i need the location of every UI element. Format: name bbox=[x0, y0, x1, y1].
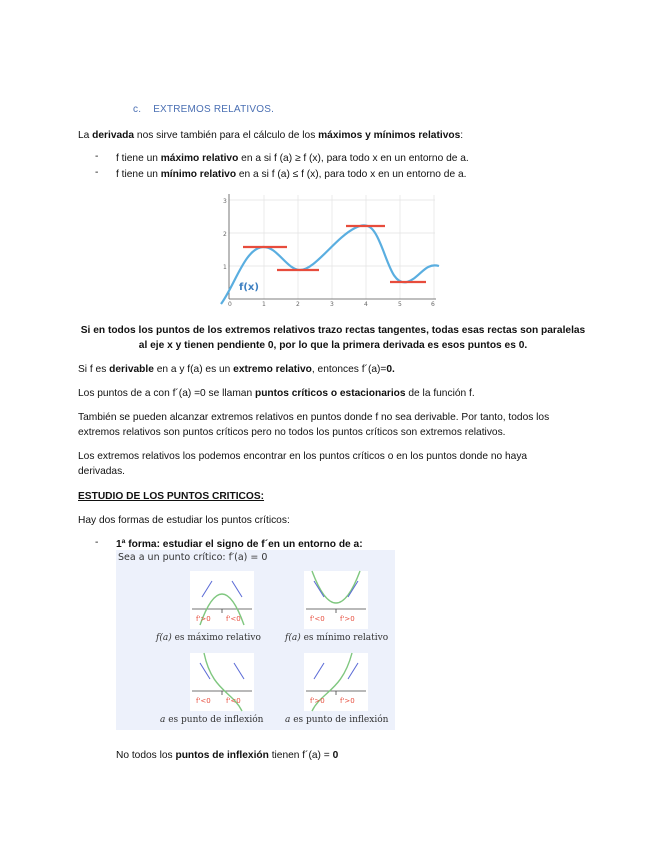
bullet-dash: - bbox=[95, 167, 99, 178]
function-graph bbox=[215, 190, 440, 310]
panel-inflection-increasing bbox=[304, 653, 368, 711]
paragraph-line: derivadas. bbox=[78, 466, 126, 477]
panel-maximum bbox=[190, 571, 254, 629]
nonderivable-paragraph bbox=[78, 410, 588, 440]
study-heading: ESTUDIO DE LOS PUNTOS CRITICOS: bbox=[78, 491, 265, 502]
x-tick-label: 5 bbox=[398, 301, 402, 308]
figure-header: Sea a un punto crítico: f′(a) = 0 bbox=[118, 552, 268, 563]
intro-text-mid: nos sirve también para el cálculo de los bbox=[134, 130, 319, 141]
x-tick-label: 2 bbox=[296, 301, 300, 308]
bullet-bold: mínimo relativo bbox=[160, 169, 237, 180]
y-tick-label: 2 bbox=[223, 231, 227, 238]
panel-inflection-decreasing bbox=[190, 653, 254, 711]
intro-bold-derivada: derivada bbox=[92, 130, 135, 141]
derivable-text: en a y f(a) es un bbox=[153, 364, 234, 375]
caption-fn: f(a) bbox=[285, 633, 301, 643]
bullet-text: en a si f (a) ≤ f (x), para todo x en un entorno de a. bbox=[236, 169, 467, 180]
tangent-note bbox=[78, 323, 588, 353]
note-text: No todos los bbox=[116, 750, 176, 761]
first-way-item: 1ª forma: estudiar el signo de f´en un entorno de a: bbox=[116, 539, 363, 550]
caption-fn: f(a) bbox=[156, 633, 172, 643]
x-tick-label: 0 bbox=[228, 301, 232, 308]
intro-bold-maximos: máximos y mínimos relativos bbox=[318, 130, 461, 141]
derivable-text: , entonces f´(a)= bbox=[311, 364, 387, 375]
caption-maximum bbox=[156, 633, 261, 643]
critical-text: Los puntos de a con f´(a) =0 se llaman bbox=[78, 388, 255, 399]
derivable-bold: 0. bbox=[386, 364, 395, 375]
x-tick-label: 3 bbox=[330, 301, 334, 308]
x-tick-label: 4 bbox=[364, 301, 368, 308]
y-tick-label: 3 bbox=[223, 198, 227, 205]
caption-minimum bbox=[285, 633, 388, 643]
inflection-note bbox=[116, 748, 338, 763]
derivable-text: Si f es bbox=[78, 364, 110, 375]
intro-text-end: : bbox=[460, 130, 464, 141]
paragraph-line: extremos relativos son puntos críticos pero no todos los puntos críticos son extremos relativos. bbox=[78, 427, 506, 438]
caption-text: es máximo relativo bbox=[171, 633, 261, 643]
bullet-text: f tiene un bbox=[116, 153, 161, 164]
tangent-note-line: Si en todos los puntos de los extremos relativos trazo rectas tangentes, todas esas rectas son paralelas bbox=[80, 325, 586, 336]
panel-minimum bbox=[304, 571, 368, 629]
caption-text: es punto de inflexión bbox=[290, 715, 389, 725]
caption-text: es mínimo relativo bbox=[300, 633, 389, 643]
caption-fn: a bbox=[160, 715, 166, 725]
bullet-text: en a si f (a) ≥ f (x), para todo x en un entorno de a. bbox=[238, 153, 469, 164]
sign-label: f'<0 bbox=[226, 697, 241, 705]
derivable-bold: derivable bbox=[109, 364, 154, 375]
bullet-minimo bbox=[116, 167, 466, 182]
y-tick-label: 1 bbox=[223, 264, 227, 271]
sign-label: f'<0 bbox=[226, 615, 241, 623]
caption-inflection-2 bbox=[285, 715, 388, 725]
critical-points-diagram bbox=[116, 565, 395, 730]
critical-bold: puntos críticos o estacionarios bbox=[254, 388, 406, 399]
section-heading bbox=[133, 104, 274, 115]
note-text: tienen f´(a) = bbox=[268, 750, 333, 761]
bullet-dash: - bbox=[95, 537, 99, 548]
sign-label: f'<0 bbox=[310, 615, 325, 623]
bullet-bold: máximo relativo bbox=[160, 153, 239, 164]
derivable-bold: extremo relativo bbox=[233, 364, 312, 375]
note-bold: puntos de inflexión bbox=[175, 750, 269, 761]
intro-paragraph bbox=[78, 128, 588, 143]
caption-inflection-1 bbox=[160, 715, 263, 725]
critical-paragraph bbox=[78, 386, 588, 401]
paragraph-line: Los extremos relativos los podemos encontrar en los puntos críticos o en los puntos donde no haya bbox=[78, 451, 528, 462]
sign-label: f'>0 bbox=[310, 697, 325, 705]
critical-text: de la función f. bbox=[405, 388, 475, 399]
caption-text: es punto de inflexión bbox=[165, 715, 264, 725]
bullet-dash: - bbox=[95, 151, 99, 162]
x-tick-label: 1 bbox=[262, 301, 266, 308]
sign-label: f'>0 bbox=[340, 697, 355, 705]
find-paragraph bbox=[78, 449, 588, 479]
section-number: c. bbox=[133, 104, 142, 115]
section-title: EXTREMOS RELATIVOS. bbox=[153, 104, 275, 115]
bullet-maximo bbox=[116, 151, 469, 166]
two-ways-paragraph: Hay dos formas de estudiar los puntos críticos: bbox=[78, 515, 290, 526]
sign-label: f'<0 bbox=[196, 697, 211, 705]
curve-label: f(x) bbox=[239, 282, 259, 293]
bullet-text: f tiene un bbox=[116, 169, 161, 180]
paragraph-line: También se pueden alcanzar extremos relativos en puntos donde f no sea derivable. Por tanto, todos los bbox=[78, 412, 550, 423]
caption-fn: a bbox=[285, 715, 291, 725]
intro-text: La bbox=[78, 130, 93, 141]
derivable-paragraph bbox=[78, 362, 588, 377]
sign-label: f'>0 bbox=[196, 615, 211, 623]
sign-label: f'>0 bbox=[340, 615, 355, 623]
x-tick-label: 6 bbox=[431, 301, 435, 308]
tangent-note-line: al eje x y tienen pendiente 0, por lo que la primera derivada es esos puntos es 0. bbox=[138, 340, 528, 351]
note-bold: 0 bbox=[332, 750, 339, 761]
